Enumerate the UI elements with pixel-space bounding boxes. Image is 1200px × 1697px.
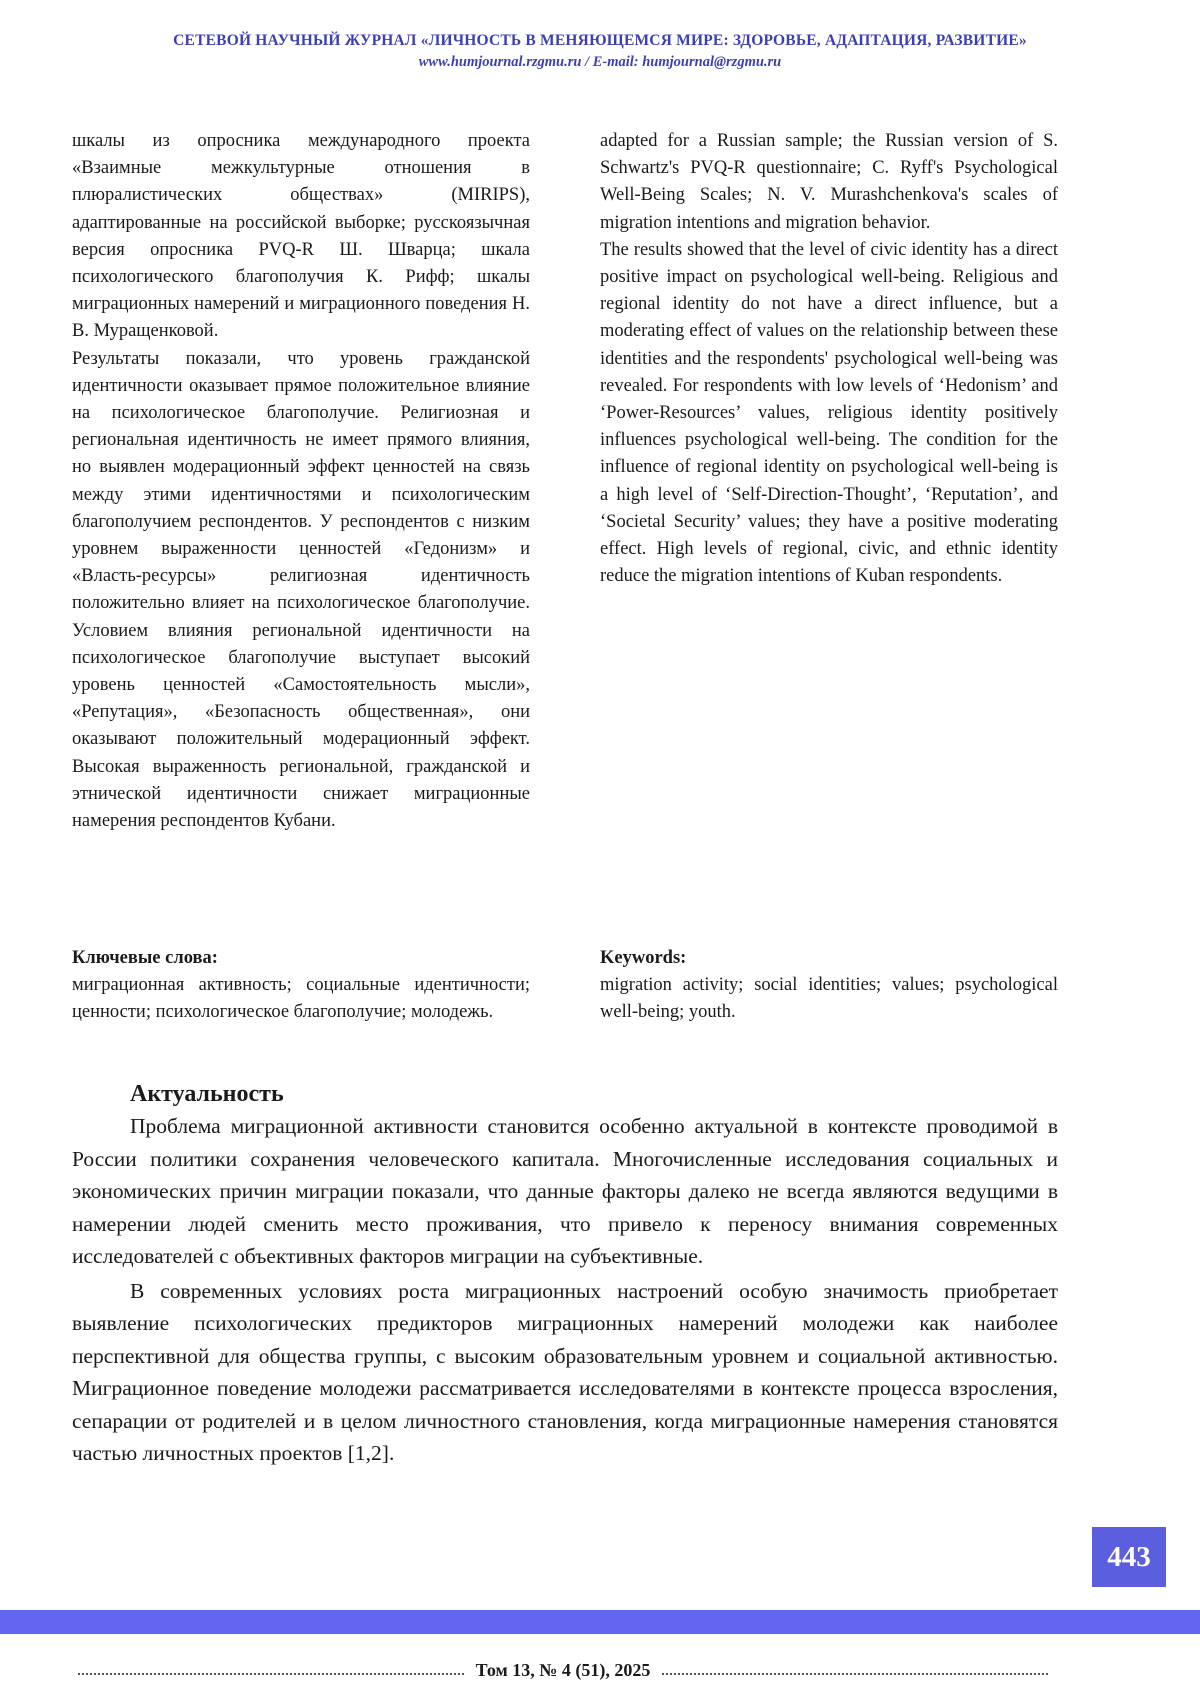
journal-header xyxy=(0,32,1200,71)
journal-contacts: www.humjournal.rzgmu.ru / E-mail: humjournal@rzgmu.ru xyxy=(418,54,782,70)
keywords-en-text: migration activity; social identities; values; psychological well-being; youth. xyxy=(600,975,1058,1023)
footer-dots-left xyxy=(78,1673,464,1675)
footer-dots-right xyxy=(662,1673,1048,1675)
keywords-en-title: Keywords: xyxy=(600,948,687,968)
abstract-ru-paragraph: Результаты показали, что уровень гражданской идентичности оказывает прямое положительное влияние на психологическое благополучие. Религиозная и региональная идентичность не имеет прямого влияния, но выявлен модерационный эффект ценностей на связь между этими идентичностями и психологическим благополучием респондентов. У респондентов с низким уровнем выраженности ценностей «Гедонизм» и «Власть-ресурсы» религиозная идентичность положительно влияет на психологическое благополучие. Условием влияния региональной идентичности на психологическое благополучие выступает высокий уровень ценностей «Самостоятельность мысли», «Репутация», «Безопасность общественная», они оказывают положительный модерационный эффект. Высокая выраженность региональной, гражданской и этнической идентичности снижает миграционные намерения респондентов Кубани. xyxy=(72,348,530,832)
abstract-ru xyxy=(72,128,530,835)
journal-title: СЕТЕВОЙ НАУЧНЫЙ ЖУРНАЛ «ЛИЧНОСТЬ В МЕНЯЮЩЕМСЯ МИРЕ: ЗДОРОВЬЕ, АДАПТАЦИЯ, РАЗВИТИЕ» xyxy=(173,32,1027,49)
abstract-en-paragraph: adapted for a Russian sample; the Russian version of S. Schwartz's PVQ-R questionnaire; C. Ryff's Psychological Well-Being Scales; N. V. Murashchenkova's scales of migration intentions and migration behavior. xyxy=(600,131,1058,233)
keywords-ru-title: Ключевые слова: xyxy=(72,948,218,968)
abstract-en-paragraph: The results showed that the level of civic identity has a direct positive impact on psychological well-being. Religious and regional identity do not have a direct influence, but a moderating effect of values on the relationship between these identities and the respondents' psychological well-being was revealed. For respondents with low levels of ‘Hedonism’ and ‘Power-Resources’ values, religious identity positively influences psychological well-being. The condition for the influence of regional identity on psychological well-being is a high level of ‘Self-Direction-Thought’, ‘Reputation’, and ‘Societal Security’ values; they have a positive moderating effect. High levels of regional, civic, and ethnic identity reduce the migration intentions of Kuban respondents. xyxy=(600,239,1058,587)
abstract-en xyxy=(600,128,1058,590)
body-paragraph: Проблема миграционной активности становится особенно актуальной в контексте проводимой в России политики сохранения человеческого капитала. Многочисленные исследования социальных и экономических причин миграции показали, что данные факторы далеко не всегда являются ведущими в намерении людей сменить место проживания, что привело к переносу внимания современных исследователей с объективных факторов миграции на субъективные. xyxy=(72,1114,1058,1268)
abstract-ru-paragraph: шкалы из опросника международного проекта «Взаимные межкультурные отношения в плюралистических обществах» (MIRIPS), адаптированные на российской выборке; русскоязычная версия опросника PVQ-R Ш. Шварца; шкала психологического благополучия К. Рифф; шкалы миграционных намерений и миграционного поведения Н. В. Муращенковой. xyxy=(72,131,530,342)
footer-accent-bar xyxy=(0,1610,1200,1634)
footer xyxy=(78,1660,1048,1681)
section-heading: Актуальность xyxy=(130,1081,284,1107)
keywords-en xyxy=(600,945,1058,1027)
main-section xyxy=(72,1078,1058,1472)
volume-info: Том 13, № 4 (51), 2025 xyxy=(475,1660,651,1680)
page-number-badge: 443 xyxy=(1092,1527,1166,1587)
keywords-ru xyxy=(72,945,530,1027)
keywords-ru-text: миграционная активность; социальные идентичности; ценности; психологическое благополучие; молодежь. xyxy=(72,975,530,1023)
body-paragraph: В современных условиях роста миграционных настроений особую значимость приобретает выявление психологических предикторов миграционных намерений молодежи как наиболее перспективной для общества группы, с высоким образовательным уровнем и социальной активностью. Миграционное поведение молодежи рассматривается исследователями в контексте процесса взросления, сепарации от родителей и в целом личностного становления, когда миграционные намерения становятся частью личностных проектов [1,2]. xyxy=(72,1278,1058,1465)
